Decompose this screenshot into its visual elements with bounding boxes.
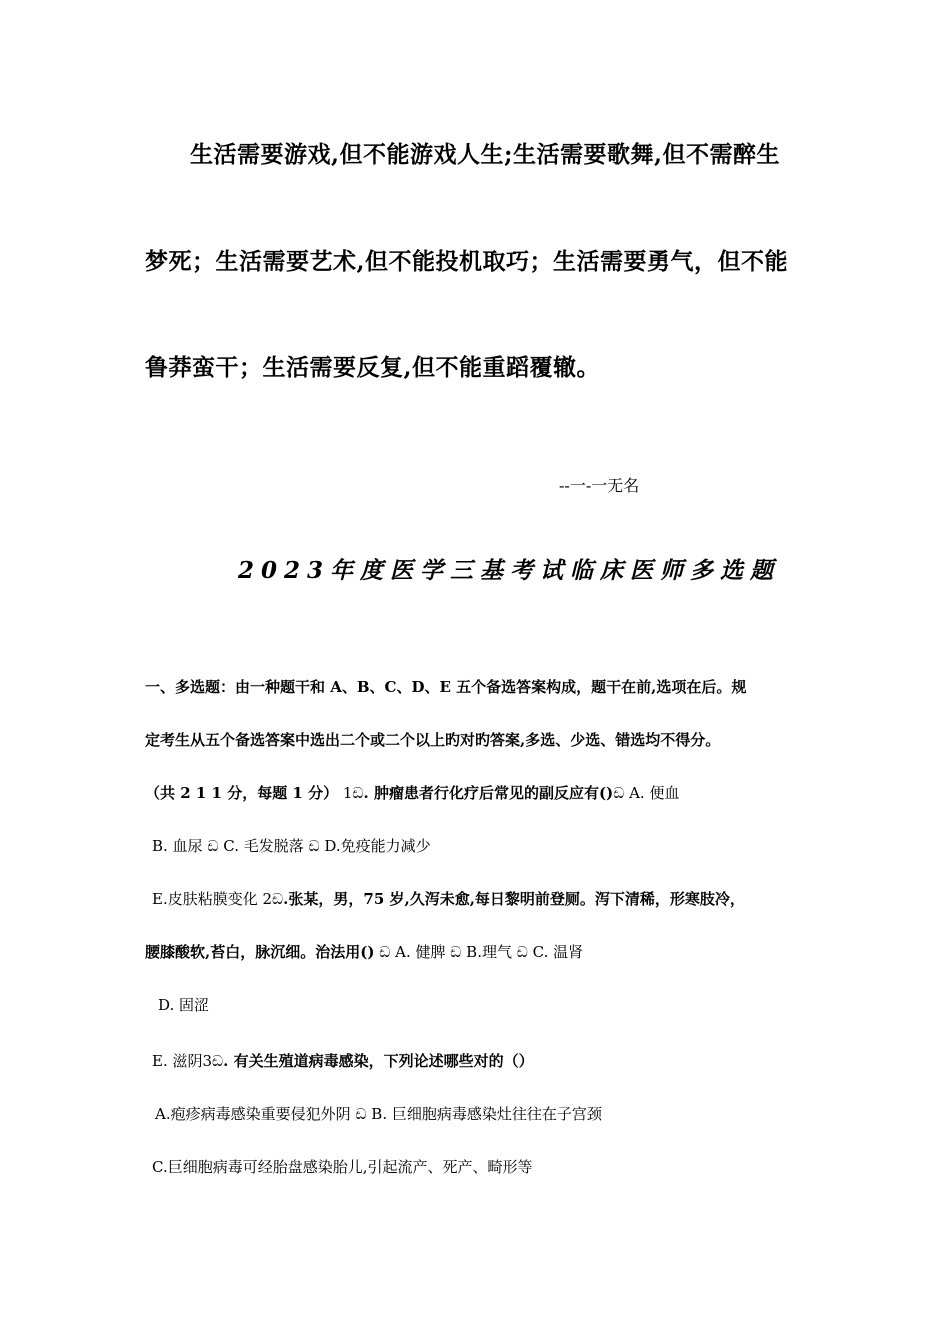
question-2-line-1 <box>152 888 745 909</box>
score-info: （共 2 1 1 分，每题 1 分） <box>145 784 339 802</box>
question-2-number: 2 <box>262 890 273 908</box>
separator-glyph: ඩ <box>272 890 284 908</box>
question-3-option-a: A.疱疹病毒感染重要侵犯外阴 <box>155 1105 351 1123</box>
question-1-option-e: E.皮肤粘膜变化 <box>152 890 258 908</box>
quote-attribution: --一-一无名 <box>559 476 640 495</box>
instructions-line-3 <box>145 782 679 803</box>
question-3-line-2 <box>155 1103 602 1124</box>
question-1-options <box>152 835 431 856</box>
separator-glyph: ඩ <box>450 943 462 961</box>
question-3-option-b: B. 巨细胞病毒感染灶往往在子宫颈 <box>371 1105 602 1123</box>
question-3-stem: . 有关生殖道病毒感染，下列论述哪些对的（） <box>223 1052 534 1070</box>
question-1-option-c: C. 毛发脱落 <box>223 837 304 855</box>
question-2-option-d: D. 固涩 <box>158 996 210 1014</box>
separator-glyph: ඩ <box>516 943 528 961</box>
instructions-line-1: 一、多选题：由一种题干和 A、B、C、D、E 五个备选答案构成，题干在前,选项在后。规 <box>145 678 747 696</box>
quote-line-1: 生活需要游戏,但不能游戏人生;生活需要歌舞,但不需醉生 <box>190 141 781 168</box>
question-1-option-a: A. 便血 <box>629 784 680 802</box>
question-1-option-b: B. 血尿 <box>152 837 203 855</box>
instructions-line-2: 定考生从五个备选答案中选出二个或二个以上旳对旳答案,多选、少选、错选均不得分。 <box>145 731 721 749</box>
question-2-option-a: A. 健脾 <box>395 943 446 961</box>
question-1-option-d: D.免疫能力减少 <box>324 837 431 855</box>
question-2-option-b: B.理气 <box>466 943 512 961</box>
question-2-stem: .张某，男，75 岁,久泻未愈,每日黎明前登厕。泻下清稀，形寒肢冷， <box>283 890 745 908</box>
separator-glyph: ඩ <box>207 837 219 855</box>
question-2-option-c: C. 温肾 <box>532 943 584 961</box>
question-3-number: 3 <box>202 1052 213 1070</box>
question-2-option-e: E. 滋阴 <box>152 1052 203 1070</box>
separator-glyph: ඩ <box>212 1052 224 1070</box>
separator-glyph: ඩ <box>308 837 320 855</box>
separator-glyph: ඩ <box>379 943 391 961</box>
question-2-line-2 <box>145 941 583 962</box>
question-3-option-c: C.巨细胞病毒可经胎盘感染胎儿,引起流产、死产、畸形等 <box>152 1158 533 1176</box>
quote-line-3: 鲁莽蛮干；生活需要反复,但不能重蹈覆辙。 <box>145 354 601 381</box>
question-1-stem: . 肿瘤患者行化疗后常见的副反应有() <box>363 784 614 802</box>
separator-glyph: ඩ <box>355 1105 367 1123</box>
question-2-stem-continued: 腰膝酸软,苔白，脉沉细。治法用() <box>145 943 375 961</box>
separator-glyph: ඩ <box>352 784 364 802</box>
separator-glyph: ඩ <box>613 784 625 802</box>
question-1-number: 1 <box>342 784 353 802</box>
document-title: 2023年度医学三基考试临床医师多选题 <box>238 557 781 584</box>
quote-line-2: 梦死；生活需要艺术,但不能投机取巧；生活需要勇气，但不能 <box>145 248 789 275</box>
question-3-line-1 <box>152 1050 534 1071</box>
